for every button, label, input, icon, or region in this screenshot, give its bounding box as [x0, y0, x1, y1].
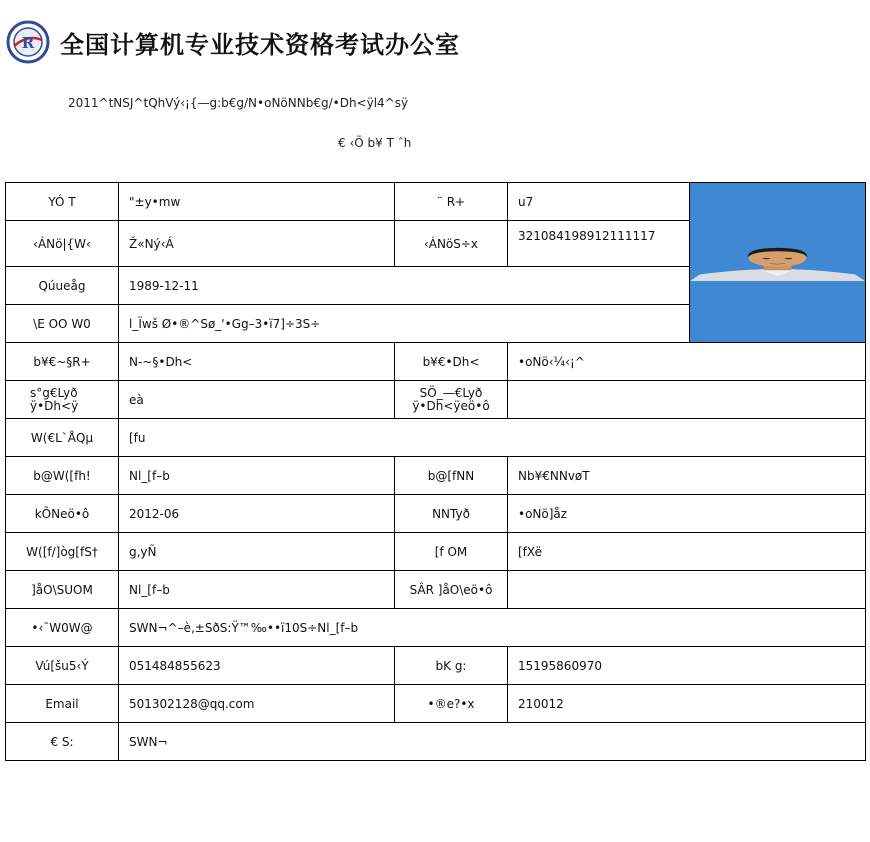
field-label: W([f/]òg[fS†	[6, 533, 119, 571]
table-row	[6, 723, 866, 761]
field-label: b@[fNN	[395, 457, 508, 495]
field-value: 1989-12-11	[119, 267, 690, 305]
table-row	[6, 381, 866, 419]
field-value: Nl_[f–b	[119, 457, 395, 495]
field-value: eà	[119, 381, 395, 419]
field-value: •oNö]åz	[508, 495, 866, 533]
field-label: ¨ R+	[395, 183, 508, 221]
label-line: SÖ_—€Lyð ÿ•Dh<ÿeö•ô	[412, 385, 490, 413]
field-value: Nb¥€NNvøT	[508, 457, 866, 495]
field-value: 051484855623	[119, 647, 395, 685]
table-row	[6, 685, 866, 723]
field-value: •oNö‹¼‹¡^	[508, 343, 866, 381]
field-value: SWN¬^–è‚±SðS:Ÿ™‰••ï10S÷Nl_[f–b	[119, 609, 866, 647]
field-label: kÕNeö•ô	[6, 495, 119, 533]
field-value	[508, 381, 866, 419]
field-value: N-~§•Dh<	[119, 343, 395, 381]
field-value: 321084198912111117	[508, 221, 690, 267]
field-label: € S:	[6, 723, 119, 761]
logo-emblem-icon	[6, 20, 50, 64]
field-label: Qúueåg	[6, 267, 119, 305]
field-label: b@W([fh!	[6, 457, 119, 495]
table-row	[6, 343, 866, 381]
field-label: •®e?•x	[395, 685, 508, 723]
field-value: [fu	[119, 419, 866, 457]
table-row	[6, 571, 866, 609]
portrait-image	[690, 244, 865, 281]
field-label: NNTyð	[395, 495, 508, 533]
form-title: € ‹Õ b¥ T ˆh	[338, 136, 412, 150]
field-label: ]åO\SUOM	[6, 571, 119, 609]
field-label: SÂR ]åO\eö•ô	[395, 571, 508, 609]
field-label: Email	[6, 685, 119, 723]
applicant-photo	[690, 183, 866, 343]
table-row	[6, 609, 866, 647]
field-label: b¥€~§R+	[6, 343, 119, 381]
organization-name: 全国计算机专业技术资格考试办公室	[60, 29, 460, 59]
table-row	[6, 495, 866, 533]
field-label	[6, 381, 119, 419]
field-value: Ž«Ný‹Á	[119, 221, 395, 267]
field-label: bK g:	[395, 647, 508, 685]
field-label: Vú[šu5‹Ý	[6, 647, 119, 685]
field-label: YÓ T	[6, 183, 119, 221]
field-value: 501302128@qq.com	[119, 685, 395, 723]
label-line: s°g€Lyð ÿ•Dh<ÿ	[30, 385, 79, 413]
field-label: W(€L`ÅQµ	[6, 419, 119, 457]
field-value: l_Ïwš Ø•®^Sø_'•Gg–3•ï7]÷3S÷	[119, 305, 690, 343]
document-header	[6, 20, 460, 64]
field-label: ‹ÁNö|{W‹	[6, 221, 119, 267]
field-value: u7	[508, 183, 690, 221]
document-subtitle: 2011^tNSJ^tQhVý‹¡{—g:b€g/N•oNöNNb€g/•Dh<ÿl4^sÿ	[68, 96, 409, 110]
field-label: \E OO W0	[6, 305, 119, 343]
table-row	[6, 183, 866, 221]
organization-logo	[6, 20, 50, 64]
field-label: •‹¯W0W@	[6, 609, 119, 647]
table-row	[6, 457, 866, 495]
field-value: "±y•mw	[119, 183, 395, 221]
field-label: b¥€•Dh<	[395, 343, 508, 381]
field-label	[395, 381, 508, 419]
field-value: g‚yÑ	[119, 533, 395, 571]
field-label: [f OM	[395, 533, 508, 571]
field-label: ‹ÁNöS÷x	[395, 221, 508, 267]
field-value: 210012	[508, 685, 866, 723]
table-row	[6, 647, 866, 685]
registration-form-table	[5, 182, 866, 761]
field-value	[508, 571, 866, 609]
logo-letter: R	[21, 34, 35, 52]
table-row	[6, 533, 866, 571]
field-value: [fXë	[508, 533, 866, 571]
table-row	[6, 419, 866, 457]
field-value: 15195860970	[508, 647, 866, 685]
field-value: 2012-06	[119, 495, 395, 533]
field-value: SWN¬	[119, 723, 866, 761]
field-value: Nl_[f–b	[119, 571, 395, 609]
